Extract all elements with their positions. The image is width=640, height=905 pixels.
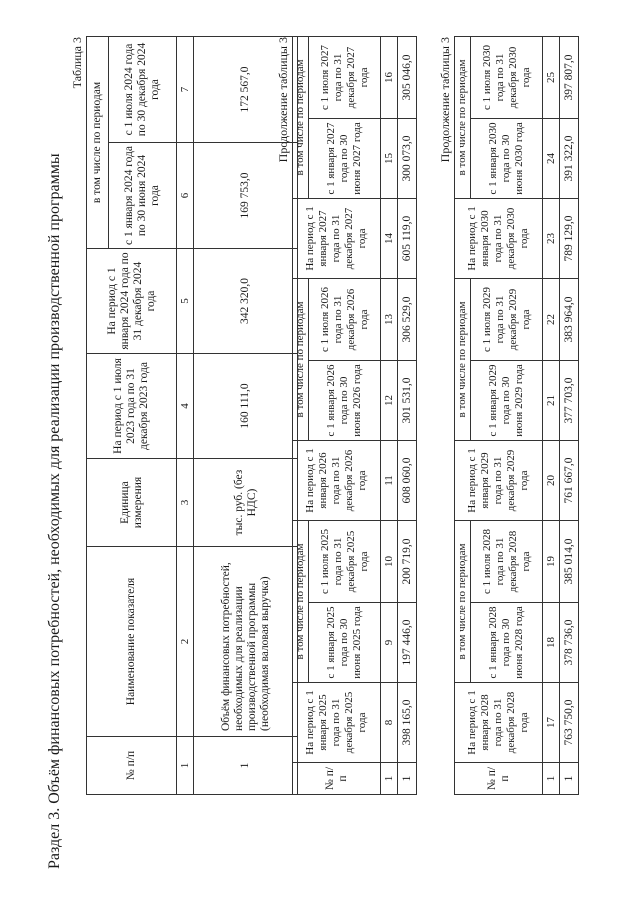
t3-row-value: 383 964,0 (560, 278, 579, 360)
t3-row-value: 761 667,0 (560, 440, 579, 520)
t2-header-h1-2025: с 1 января 2025 года по 30 июня 2025 года (309, 603, 381, 683)
t3-col-number: 17 (543, 683, 560, 763)
t1-header-incl: в том числе по периодам (87, 37, 109, 249)
t3-number-row (543, 36, 560, 794)
t2-col-number: 8 (381, 683, 398, 763)
t2-col-number: 14 (381, 198, 398, 278)
table1-caption: Таблица 3 (70, 37, 84, 89)
t1-header-name: Наименование показателя (87, 547, 177, 737)
t2-row-no: 1 (398, 763, 417, 795)
t2-data-row (398, 36, 417, 794)
t1-col-number: 7 (177, 37, 194, 143)
t2-header-h1-2026: с 1 января 2026 года по 30 июня 2026 года (309, 360, 381, 440)
t3-header-h1-2030: с 1 января 2030 года по 30 июня 2030 года (471, 118, 543, 198)
t1-header-unit: Единица измерения (87, 459, 177, 547)
t1-col-number: 6 (177, 143, 194, 249)
t3-header-h1-2028: с 1 января 2028 года по 30 июня 2028 года (471, 603, 543, 683)
t2-col-number: 10 (381, 520, 398, 602)
t2-row-value: 608 060,0 (398, 440, 417, 520)
t3-row-no: 1 (560, 763, 579, 795)
t1-row-value: 342 320,0 (194, 249, 298, 354)
t3-header-no: № п/п (455, 763, 543, 795)
t2-header-h1-2027: с 1 января 2027 года по 30 июня 2027 года (309, 118, 381, 198)
t3-row-value: 789 129,0 (560, 198, 579, 278)
t1-col-number: 4 (177, 354, 194, 459)
t2-header-incl: в том числе по периодам (293, 278, 309, 440)
t3-row-value: 397 807,0 (560, 36, 579, 118)
t3-row-value: 377 703,0 (560, 360, 579, 440)
t3-header-h2-2030: с 1 июля 2030 года по 31 декабря 2030 года (471, 36, 543, 118)
t3-col-number: 19 (543, 520, 560, 602)
t1-header-no: № п/п (87, 737, 177, 795)
t3-col-number: 20 (543, 440, 560, 520)
t2-col-number: 1 (381, 763, 398, 795)
t2-header-y2027: На период с 1 января 2027 года по 31 декабря 2027 года (293, 198, 381, 278)
t2-row-value: 305 046,0 (398, 36, 417, 118)
t3-header-incl: в том числе по периодам (455, 36, 471, 198)
t2-header-incl: в том числе по периодам (293, 520, 309, 682)
t1-header-p2024h1: с 1 января 2024 года по 30 июня 2024 года (109, 143, 177, 249)
t3-row-value: 385 014,0 (560, 520, 579, 602)
t2-header-incl: в том числе по периодам (293, 36, 309, 198)
t3-header-y2030: На период с 1 января 2030 года по 31 декабря 2030 года (455, 198, 543, 278)
t3-row-value: 378 736,0 (560, 603, 579, 683)
t3-col-number: 24 (543, 118, 560, 198)
t2-row-value: 605 119,0 (398, 198, 417, 278)
t1-col-number: 2 (177, 547, 194, 737)
t1-header-p2024h2: с 1 июля 2024 года по 30 декабря 2024 года (109, 37, 177, 143)
t2-row-value: 200 719,0 (398, 520, 417, 602)
t3-header-h2-2029: с 1 июля 2029 года по 31 декабря 2029 года (471, 278, 543, 360)
t1-row-no: 1 (194, 737, 298, 795)
t2-row-value: 301 531,0 (398, 360, 417, 440)
t2-col-number: 15 (381, 118, 398, 198)
t2-header-y2026: На период с 1 января 2026 года по 31 декабря 2026 года (293, 440, 381, 520)
t1-col-number: 3 (177, 459, 194, 547)
t1-number-row (177, 37, 194, 795)
t3-col-number: 22 (543, 278, 560, 360)
t3-row-value: 391 322,0 (560, 118, 579, 198)
t3-header-h1-2029: с 1 января 2029 года по 30 июня 2029 года (471, 360, 543, 440)
t2-header-y2025: На период с 1 января 2025 года по 31 декабря 2025 года (293, 683, 381, 763)
t1-header-p2024: На период с 1 января 2024 года по 31 декабря 2024 года (87, 249, 177, 354)
t3-col-number: 23 (543, 198, 560, 278)
t1-row-value: 160 111,0 (194, 354, 298, 459)
t2-header-no: № п/п (293, 763, 381, 795)
t1-col-number: 5 (177, 249, 194, 354)
t2-col-number: 16 (381, 36, 398, 118)
table2 (292, 36, 417, 795)
t2-row-value: 197 446,0 (398, 603, 417, 683)
t2-number-row (381, 36, 398, 794)
t3-row-value: 763 750,0 (560, 683, 579, 763)
t2-col-number: 9 (381, 603, 398, 683)
t2-col-number: 13 (381, 278, 398, 360)
table2-caption: Продолжение таблицы 3 (276, 37, 290, 163)
t3-col-number: 18 (543, 603, 560, 683)
table1 (86, 36, 298, 795)
t3-header-y2028: На период с 1 января 2028 года по 31 декабря 2028 года (455, 683, 543, 763)
t2-row-value: 398 165,0 (398, 683, 417, 763)
t2-header-h2-2026: с 1 июля 2026 года по 31 декабря 2026 года (309, 278, 381, 360)
t2-col-number: 11 (381, 440, 398, 520)
t3-header-y2029: На период с 1 января 2029 года по 31 декабря 2029 года (455, 440, 543, 520)
section-title: Раздел 3. Объём финансовых потребностей, необходимых для реализации производственной программы (46, 153, 63, 869)
t3-header-incl: в том числе по периодам (455, 520, 471, 682)
t1-row-unit: тыс. руб. (без НДС) (194, 459, 298, 547)
t2-row-value: 306 529,0 (398, 278, 417, 360)
t1-row-name: Объём финансовых потребностей, необходимых для реализации производственной программы (необходимая валовая выручка) (194, 547, 298, 737)
t1-row-value: 172 567,0 (194, 37, 298, 143)
t2-header-h2-2025: с 1 июля 2025 года по 31 декабря 2025 года (309, 520, 381, 602)
table3-caption: Продолжение таблицы 3 (438, 37, 452, 163)
t1-header-p2023: На период с 1 июля 2023 года по 31 декабря 2023 года (87, 354, 177, 459)
t2-header-h2-2027: с 1 июля 2027 года по 31 декабря 2027 года (309, 36, 381, 118)
t1-row-value: 169 753,0 (194, 143, 298, 249)
t1-col-number: 1 (177, 737, 194, 795)
table3 (454, 36, 579, 795)
t2-row-value: 300 073,0 (398, 118, 417, 198)
t3-col-number: 25 (543, 36, 560, 118)
t3-col-number: 1 (543, 763, 560, 795)
t3-data-row (560, 36, 579, 794)
t3-col-number: 21 (543, 360, 560, 440)
t3-header-incl: в том числе по периодам (455, 278, 471, 440)
t2-col-number: 12 (381, 360, 398, 440)
t3-header-h2-2028: с 1 июля 2028 года по 31 декабря 2028 года (471, 520, 543, 602)
